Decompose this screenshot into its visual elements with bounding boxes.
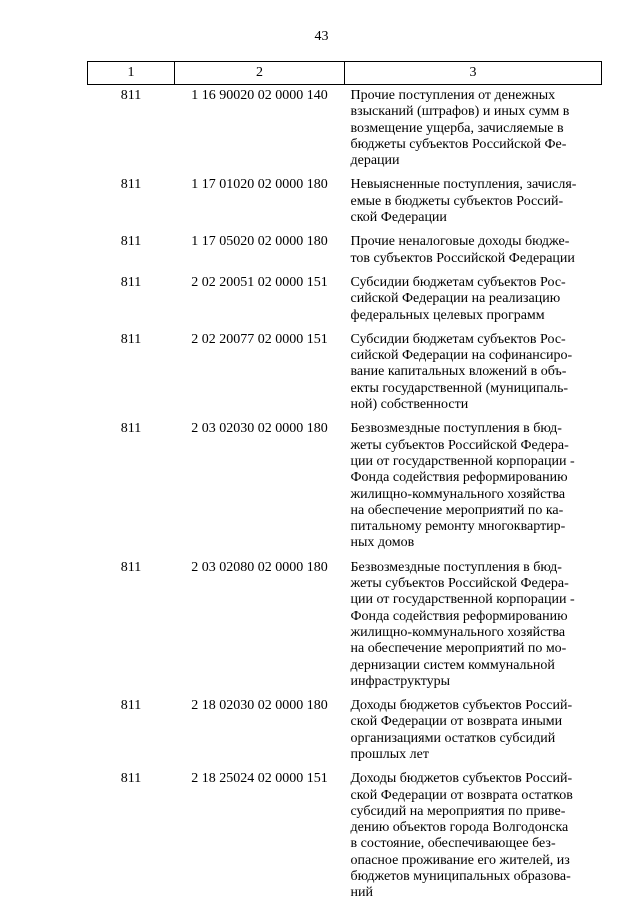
budget-classification-code: 1 17 05020 02 0000 180 — [191, 234, 328, 250]
column-header-1: 1 — [88, 62, 175, 85]
budget-classification-code: 2 02 20077 02 0000 151 — [191, 331, 328, 347]
revenue-description: Прочие неналоговые доходы бюдже- тов субъектов Российской Федерации — [350, 234, 575, 266]
admin-code: 811 — [120, 771, 142, 787]
revenue-description: Субсидии бюджетам субъектов Рос- сийской Федерации на софинансиро- вание капитальных вложений в объ- екты государственной (муниципаль- ной) собственности — [350, 331, 573, 413]
revenue-description: Доходы бюджетов субъектов Россий- ской Федерации от возврата остатков субсидий на мероприятия по приве- дению объектов города Волгодонска в состояние, обеспечивающее без- опасное проживание его жителей, из бюджетов муниципальных образова- ний — [350, 771, 573, 901]
revenue-description: Субсидии бюджетам субъектов Рос- сийской Федерации на реализацию федеральных целевых программ — [350, 274, 566, 323]
table-row — [88, 85, 602, 175]
page-number: 43 — [314, 29, 329, 44]
table-row — [88, 768, 602, 906]
admin-code: 811 — [120, 88, 142, 103]
admin-code: 811 — [120, 331, 142, 347]
admin-code: 811 — [120, 421, 142, 437]
revenue-description: Безвозмездные поступления в бюд- жеты субъектов Российской Федера- ции от государственной корпорации - Фонда содействия реформированию жилищно-коммунального хозяйства на обеспечение мероприятий по ка- питальному ремонту многоквартир- ных домов — [350, 421, 575, 551]
budget-classification-code: 2 18 02030 02 0000 180 — [191, 698, 328, 714]
admin-code: 811 — [120, 274, 142, 290]
revenue-description: Прочие поступления от денежных взысканий (штрафов) и иных сумм в возмещение ущерба, зачисляемые в бюджеты субъектов Российской Фе- дерации — [350, 88, 570, 169]
budget-classification-code: 2 03 02030 02 0000 180 — [191, 421, 328, 437]
admin-code: 811 — [120, 177, 142, 193]
budget-classification-code: 2 18 25024 02 0000 151 — [191, 771, 328, 787]
table-row — [88, 557, 602, 695]
admin-code: 811 — [120, 698, 142, 714]
revenue-description: Доходы бюджетов субъектов Россий- ской Федерации от возврата иными организациями остатков субсидий прошлых лет — [350, 698, 573, 762]
admin-code: 811 — [120, 559, 142, 575]
column-header-3: 3 — [345, 62, 602, 85]
budget-classification-code: 1 16 90020 02 0000 140 — [191, 88, 328, 103]
revenue-codes-table — [87, 61, 602, 907]
table-header-row — [88, 62, 602, 85]
table-row — [88, 695, 602, 768]
budget-classification-code: 2 03 02080 02 0000 180 — [191, 559, 328, 575]
budget-classification-code: 2 02 20051 02 0000 151 — [191, 274, 328, 290]
table-row — [88, 231, 602, 272]
column-header-2: 2 — [175, 62, 345, 85]
table-row — [88, 174, 602, 231]
budget-classification-code: 1 17 01020 02 0000 180 — [191, 177, 328, 193]
table-row — [88, 272, 602, 329]
revenue-description: Безвозмездные поступления в бюд- жеты субъектов Российской Федера- ции от государственной корпорации - Фонда содействия реформированию жилищно-коммунального хозяйства на обеспечение мероприятий по мо- дернизации систем коммунальной инфраструктуры — [350, 559, 575, 689]
table-row — [88, 329, 602, 418]
table-row — [88, 418, 602, 556]
revenue-description: Невыясненные поступления, зачисля- емые в бюджеты субъектов Россий- ской Федерации — [350, 177, 577, 226]
admin-code: 811 — [120, 234, 142, 250]
